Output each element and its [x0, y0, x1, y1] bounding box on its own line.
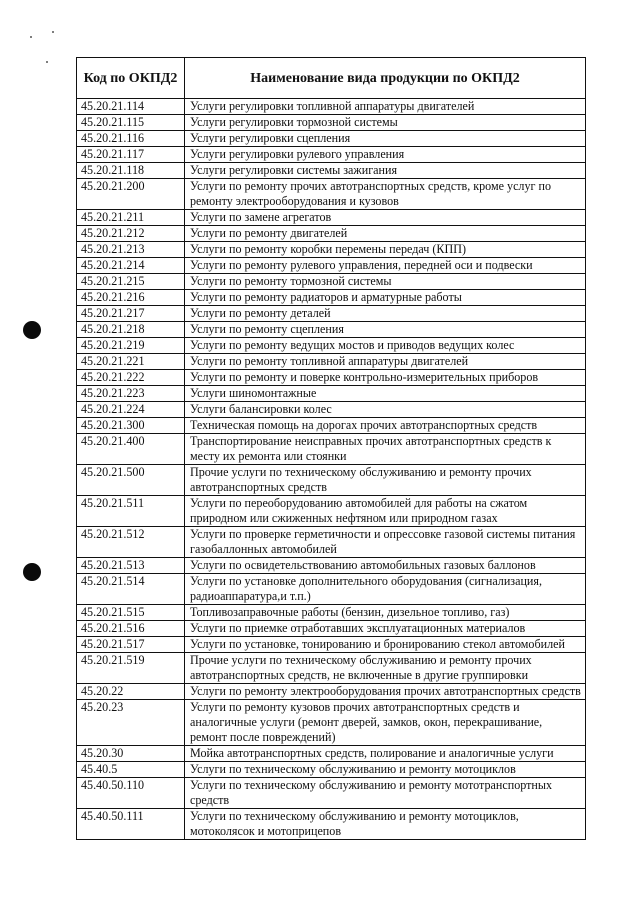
product-name: Услуги по ремонту радиаторов и арматурные работы	[185, 290, 586, 306]
okpd2-code: 45.20.22	[77, 684, 185, 700]
okpd2-code: 45.20.21.114	[77, 99, 185, 115]
table-row	[77, 418, 586, 434]
okpd2-code: 45.20.21.219	[77, 338, 185, 354]
product-name: Услуги по ремонту прочих автотранспортных средств, кроме услуг по ремонту электрооборудования и кузовов	[185, 179, 586, 210]
okpd2-code: 45.20.30	[77, 746, 185, 762]
okpd2-code: 45.40.50.110	[77, 778, 185, 809]
punch-hole-top	[23, 321, 41, 339]
table-row	[77, 778, 586, 809]
okpd2-code: 45.20.21.224	[77, 402, 185, 418]
table-row	[77, 163, 586, 179]
product-name: Услуги регулировки системы зажигания	[185, 163, 586, 179]
okpd2-code: 45.20.21.513	[77, 558, 185, 574]
product-name: Услуги по переоборудованию автомобилей для работы на сжатом природном или сжиженных нефтяном или природном газах	[185, 496, 586, 527]
table-row	[77, 605, 586, 621]
table-row	[77, 746, 586, 762]
table-body	[77, 99, 586, 840]
okpd2-code: 45.20.21.221	[77, 354, 185, 370]
product-name: Услуги по ремонту и поверке контрольно-измерительных приборов	[185, 370, 586, 386]
product-name: Услуги по замене агрегатов	[185, 210, 586, 226]
table-row	[77, 762, 586, 778]
product-name: Услуги по ремонту ведущих мостов и приводов ведущих колес	[185, 338, 586, 354]
okpd2-code: 45.20.21.511	[77, 496, 185, 527]
product-name: Услуги по ремонту рулевого управления, передней оси и подвески	[185, 258, 586, 274]
table-row	[77, 226, 586, 242]
product-name: Услуги балансировки колес	[185, 402, 586, 418]
table-row	[77, 147, 586, 163]
product-name: Услуги регулировки рулевого управления	[185, 147, 586, 163]
punch-hole-bottom	[23, 563, 41, 581]
okpd2-code: 45.20.21.223	[77, 386, 185, 402]
table-row	[77, 700, 586, 746]
table-row	[77, 621, 586, 637]
product-name: Услуги по установке дополнительного оборудования (сигнализация, радиоаппаратура,и т.п.)	[185, 574, 586, 605]
table-row	[77, 354, 586, 370]
table-row	[77, 210, 586, 226]
okpd2-code: 45.20.21.519	[77, 653, 185, 684]
table-row	[77, 637, 586, 653]
table-row	[77, 290, 586, 306]
scan-speck	[30, 36, 32, 38]
product-name: Услуги шиномонтажные	[185, 386, 586, 402]
table-row	[77, 370, 586, 386]
column-header-name: Наименование вида продукции по ОКПД2	[185, 58, 586, 99]
okpd2-code: 45.20.21.517	[77, 637, 185, 653]
okpd2-code: 45.20.21.516	[77, 621, 185, 637]
table-row	[77, 306, 586, 322]
okpd2-code: 45.20.21.514	[77, 574, 185, 605]
okpd2-code: 45.20.21.515	[77, 605, 185, 621]
table-row	[77, 242, 586, 258]
table-row	[77, 809, 586, 840]
okpd2-code: 45.20.21.215	[77, 274, 185, 290]
table-row	[77, 179, 586, 210]
okpd2-code: 45.20.23	[77, 700, 185, 746]
okpd2-code: 45.20.21.211	[77, 210, 185, 226]
table-row	[77, 386, 586, 402]
product-name: Услуги по приемке отработавших эксплуатационных материалов	[185, 621, 586, 637]
table-row	[77, 131, 586, 147]
okpd2-code: 45.20.21.400	[77, 434, 185, 465]
product-name: Услуги по техническому обслуживанию и ремонту мотоциклов, мотоколясок и мотоприцепов	[185, 809, 586, 840]
okpd2-code: 45.20.21.222	[77, 370, 185, 386]
okpd2-code: 45.20.21.115	[77, 115, 185, 131]
okpd2-code: 45.20.21.218	[77, 322, 185, 338]
okpd2-code: 45.20.21.214	[77, 258, 185, 274]
table-row	[77, 558, 586, 574]
product-name: Техническая помощь на дорогах прочих автотранспортных средств	[185, 418, 586, 434]
okpd2-code: 45.20.21.212	[77, 226, 185, 242]
okpd2-code: 45.40.50.111	[77, 809, 185, 840]
product-name: Услуги по ремонту кузовов прочих автотранспортных средств и аналогичные услуги (ремонт дверей, замков, окон, перекрашивание, ремонт после повреждений)	[185, 700, 586, 746]
table-row	[77, 434, 586, 465]
table-row	[77, 274, 586, 290]
okpd2-code: 45.20.21.116	[77, 131, 185, 147]
okpd2-code: 45.20.21.216	[77, 290, 185, 306]
table-row	[77, 496, 586, 527]
product-name: Услуги регулировки сцепления	[185, 131, 586, 147]
product-name: Услуги по ремонту топливной аппаратуры двигателей	[185, 354, 586, 370]
table-row	[77, 402, 586, 418]
product-name: Прочие услуги по техническому обслуживанию и ремонту прочих автотранспортных средств	[185, 465, 586, 496]
product-name: Услуги по установке, тонированию и бронированию стекол автомобилей	[185, 637, 586, 653]
table-row	[77, 322, 586, 338]
okpd2-code: 45.20.21.300	[77, 418, 185, 434]
product-name: Услуги по ремонту деталей	[185, 306, 586, 322]
product-name: Услуги по ремонту сцепления	[185, 322, 586, 338]
okpd2-code: 45.20.21.117	[77, 147, 185, 163]
okpd2-code: 45.20.21.118	[77, 163, 185, 179]
scan-speck	[46, 61, 48, 63]
product-name: Топливозаправочные работы (бензин, дизельное топливо, газ)	[185, 605, 586, 621]
table-header-row	[77, 58, 586, 99]
table-row	[77, 527, 586, 558]
product-name: Услуги регулировки тормозной системы	[185, 115, 586, 131]
table-row	[77, 99, 586, 115]
product-name: Услуги по ремонту электрооборудования прочих автотранспортных средств	[185, 684, 586, 700]
table-row	[77, 653, 586, 684]
product-name: Услуги по проверке герметичности и опрессовке газовой системы питания газобаллонных автомобилей	[185, 527, 586, 558]
product-name: Услуги по ремонту коробки перемены передач (КПП)	[185, 242, 586, 258]
table-row	[77, 684, 586, 700]
table-row	[77, 574, 586, 605]
okpd2-code: 45.20.21.200	[77, 179, 185, 210]
okpd2-code: 45.40.5	[77, 762, 185, 778]
okpd2-code: 45.20.21.512	[77, 527, 185, 558]
product-name: Услуги по техническому обслуживанию и ремонту мотоциклов	[185, 762, 586, 778]
product-name: Услуги по техническому обслуживанию и ремонту мототранспортных средств	[185, 778, 586, 809]
table-row	[77, 258, 586, 274]
product-name: Прочие услуги по техническому обслуживанию и ремонту прочих автотранспортных средств, не включенные в другие группировки	[185, 653, 586, 684]
okpd2-code: 45.20.21.217	[77, 306, 185, 322]
product-name: Услуги регулировки топливной аппаратуры двигателей	[185, 99, 586, 115]
table-row	[77, 115, 586, 131]
okpd2-table	[76, 57, 586, 840]
table-row	[77, 338, 586, 354]
product-name: Услуги по ремонту тормозной системы	[185, 274, 586, 290]
okpd2-code: 45.20.21.500	[77, 465, 185, 496]
okpd2-code: 45.20.21.213	[77, 242, 185, 258]
product-name: Мойка автотранспортных средств, полирование и аналогичные услуги	[185, 746, 586, 762]
scan-speck	[52, 31, 54, 33]
column-header-code: Код по ОКПД2	[77, 58, 185, 99]
table-row	[77, 465, 586, 496]
product-name: Услуги по ремонту двигателей	[185, 226, 586, 242]
product-name: Услуги по освидетельствованию автомобильных газовых баллонов	[185, 558, 586, 574]
product-name: Транспортирование неисправных прочих автотранспортных средств к месту их ремонта или стоянки	[185, 434, 586, 465]
